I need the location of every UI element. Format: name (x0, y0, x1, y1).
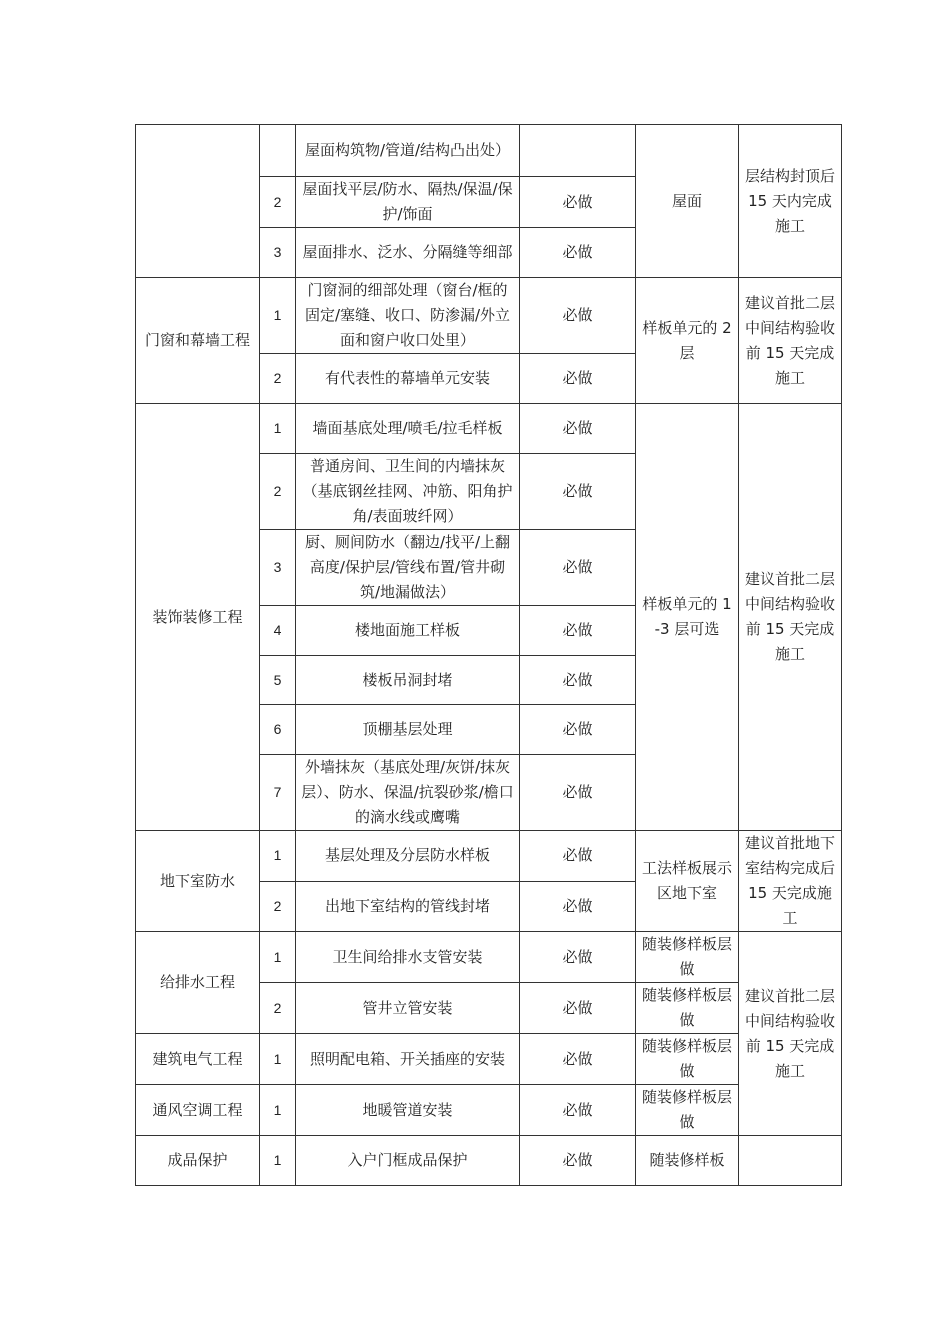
category-cell: 通风空调工程 (136, 1085, 260, 1136)
table-row (136, 1085, 842, 1136)
item-content: 管井立管安装 (296, 983, 520, 1034)
requirement-cell: 必做 (520, 354, 636, 404)
item-number: 2 (260, 177, 296, 228)
item-content: 楼地面施工样板 (296, 606, 520, 656)
requirement-cell: 必做 (520, 705, 636, 755)
item-content: 卫生间给排水支管安装 (296, 932, 520, 983)
item-content: 基层处理及分层防水样板 (296, 831, 520, 882)
item-content: 屋面找平层/防水、隔热/保温/保护/饰面 (296, 177, 520, 228)
requirement-cell: 必做 (520, 1085, 636, 1136)
requirement-cell: 必做 (520, 404, 636, 454)
table-row (136, 125, 842, 177)
item-content: 入户门框成品保护 (296, 1136, 520, 1186)
item-content: 屋面排水、泛水、分隔缝等细部 (296, 228, 520, 278)
item-number: 2 (260, 354, 296, 404)
item-content: 普通房间、卫生间的内墙抹灰（基底钢丝挂网、冲筋、阳角护角/表面玻纤网） (296, 454, 520, 530)
item-content: 厨、厕间防水（翻边/找平/上翻高度/保护层/管线布置/管井砌筑/地漏做法） (296, 530, 520, 606)
item-number: 1 (260, 404, 296, 454)
timing-cell (739, 1136, 842, 1186)
location-cell: 随装修样板层做 (636, 983, 739, 1034)
item-number: 1 (260, 831, 296, 882)
location-cell: 样板单元的 2 层 (636, 278, 739, 404)
timing-cell: 层结构封顶后 15 天内完成施工 (739, 125, 842, 278)
construction-sample-table (135, 124, 842, 1186)
table-row (136, 1136, 842, 1186)
item-number: 2 (260, 983, 296, 1034)
table-row (136, 932, 842, 983)
requirement-cell: 必做 (520, 932, 636, 983)
category-cell: 建筑电气工程 (136, 1034, 260, 1085)
item-number: 1 (260, 1136, 296, 1186)
item-content: 屋面构筑物/管道/结构凸出处） (296, 125, 520, 177)
location-cell: 随装修样板层做 (636, 1085, 739, 1136)
item-number: 4 (260, 606, 296, 656)
location-cell: 屋面 (636, 125, 739, 278)
item-content: 楼板吊洞封堵 (296, 656, 520, 705)
category-cell-empty (136, 125, 260, 278)
category-cell: 成品保护 (136, 1136, 260, 1186)
location-cell: 随装修样板 (636, 1136, 739, 1186)
requirement-cell: 必做 (520, 881, 636, 932)
item-content: 墙面基底处理/喷毛/拉毛样板 (296, 404, 520, 454)
item-number: 1 (260, 932, 296, 983)
category-cell: 门窗和幕墙工程 (136, 278, 260, 404)
table-row (136, 278, 842, 354)
item-number (260, 125, 296, 177)
item-number: 1 (260, 278, 296, 354)
item-content: 出地下室结构的管线封堵 (296, 881, 520, 932)
timing-cell: 建议首批地下室结构完成后 15 天完成施工 (739, 831, 842, 932)
category-cell: 地下室防水 (136, 831, 260, 932)
requirement-cell: 必做 (520, 1136, 636, 1186)
item-content: 照明配电箱、开关插座的安装 (296, 1034, 520, 1085)
requirement-cell: 必做 (520, 1034, 636, 1085)
location-cell: 随装修样板层做 (636, 932, 739, 983)
item-number: 5 (260, 656, 296, 705)
requirement-cell: 必做 (520, 656, 636, 705)
requirement-cell: 必做 (520, 454, 636, 530)
item-number: 6 (260, 705, 296, 755)
item-number: 1 (260, 1034, 296, 1085)
requirement-cell: 必做 (520, 177, 636, 228)
item-content: 地暖管道安装 (296, 1085, 520, 1136)
requirement-cell: 必做 (520, 278, 636, 354)
timing-cell: 建议首批二层中间结构验收前 15 天完成施工 (739, 278, 842, 404)
requirement-cell: 必做 (520, 755, 636, 831)
location-cell: 样板单元的 1-3 层可选 (636, 404, 739, 831)
table-row (136, 831, 842, 882)
item-number: 7 (260, 755, 296, 831)
requirement-cell: 必做 (520, 530, 636, 606)
location-cell: 随装修样板层做 (636, 1034, 739, 1085)
timing-cell: 建议首批二层中间结构验收前 15 天完成施工 (739, 932, 842, 1136)
requirement-cell (520, 125, 636, 177)
location-cell: 工法样板展示区地下室 (636, 831, 739, 932)
item-content: 有代表性的幕墙单元安装 (296, 354, 520, 404)
requirement-cell: 必做 (520, 831, 636, 882)
item-content: 门窗洞的细部处理（窗台/框的固定/塞缝、收口、防渗漏/外立面和窗户收口处里） (296, 278, 520, 354)
requirement-cell: 必做 (520, 606, 636, 656)
item-number: 2 (260, 454, 296, 530)
category-cell: 装饰装修工程 (136, 404, 260, 831)
table-row (136, 1034, 842, 1085)
item-number: 3 (260, 228, 296, 278)
item-number: 2 (260, 881, 296, 932)
requirement-cell: 必做 (520, 983, 636, 1034)
table-row (136, 404, 842, 454)
category-cell: 给排水工程 (136, 932, 260, 1034)
item-number: 1 (260, 1085, 296, 1136)
timing-cell: 建议首批二层中间结构验收前 15 天完成施工 (739, 404, 842, 831)
requirement-cell: 必做 (520, 228, 636, 278)
item-content: 外墙抹灰（基底处理/灰饼/抹灰层）、防水、保温/抗裂砂浆/檐口的滴水线或鹰嘴 (296, 755, 520, 831)
item-content: 顶棚基层处理 (296, 705, 520, 755)
item-number: 3 (260, 530, 296, 606)
